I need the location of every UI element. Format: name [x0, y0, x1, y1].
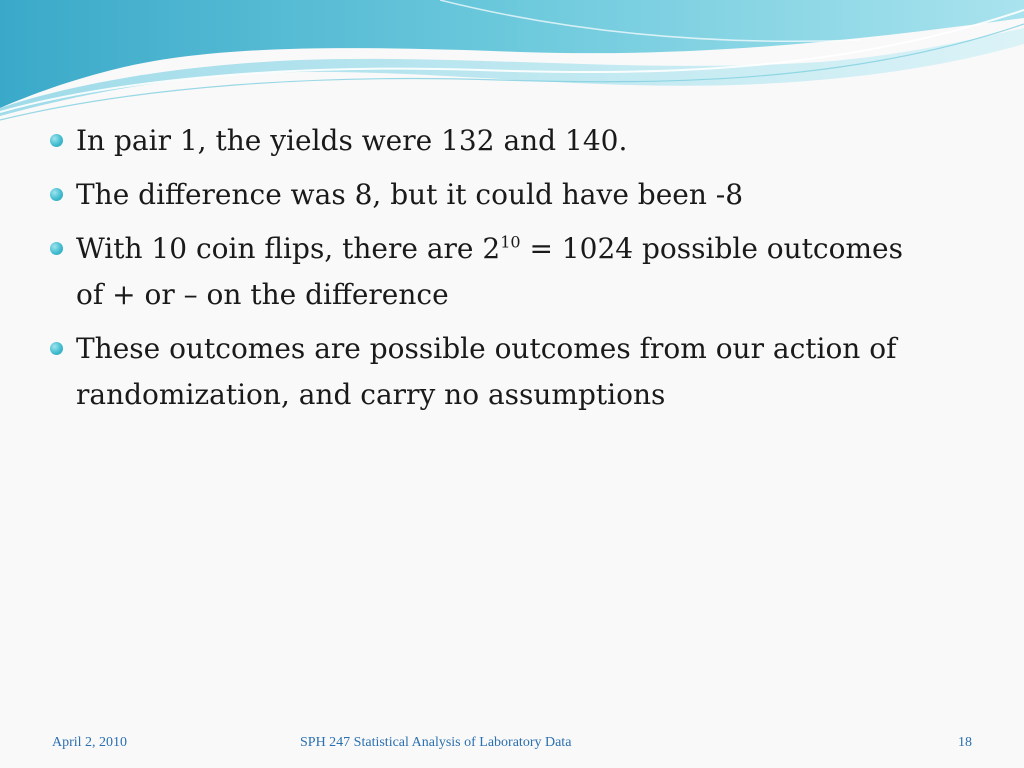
bullet-dot-icon: [50, 188, 63, 201]
bullet-text-line: [76, 226, 998, 272]
bullet-text: The difference was 8, but it could have been -8: [76, 178, 744, 211]
bullet-dot-icon: [50, 134, 63, 147]
header-wave-decoration: [0, 0, 1024, 130]
bullet-text-line: randomization, and carry no assumptions: [76, 378, 666, 411]
slide-content: [48, 118, 998, 426]
bullet-list: [48, 118, 998, 418]
bullet-dot-icon: [50, 242, 63, 255]
bullet-text-line: These outcomes are possible outcomes from our action of: [76, 332, 897, 365]
bullet-item: [48, 172, 998, 218]
footer-date: April 2, 2010: [52, 735, 128, 750]
exponent: 10: [500, 232, 521, 252]
bullet-text: In pair 1, the yields were 132 and 140.: [76, 124, 628, 157]
bullet-text-after: = 1024 possible outcomes: [520, 232, 903, 265]
bullet-item: [48, 326, 998, 418]
bullet-item: [48, 226, 998, 318]
bullet-text-line: of + or – on the difference: [76, 278, 449, 311]
footer-title: SPH 247 Statistical Analysis of Laboratory Data: [300, 735, 572, 750]
bullet-dot-icon: [50, 342, 63, 355]
bullet-item: [48, 118, 998, 164]
bullet-text-before: With 10 coin flips, there are 2: [76, 232, 501, 265]
slide-number: 18: [958, 735, 972, 750]
